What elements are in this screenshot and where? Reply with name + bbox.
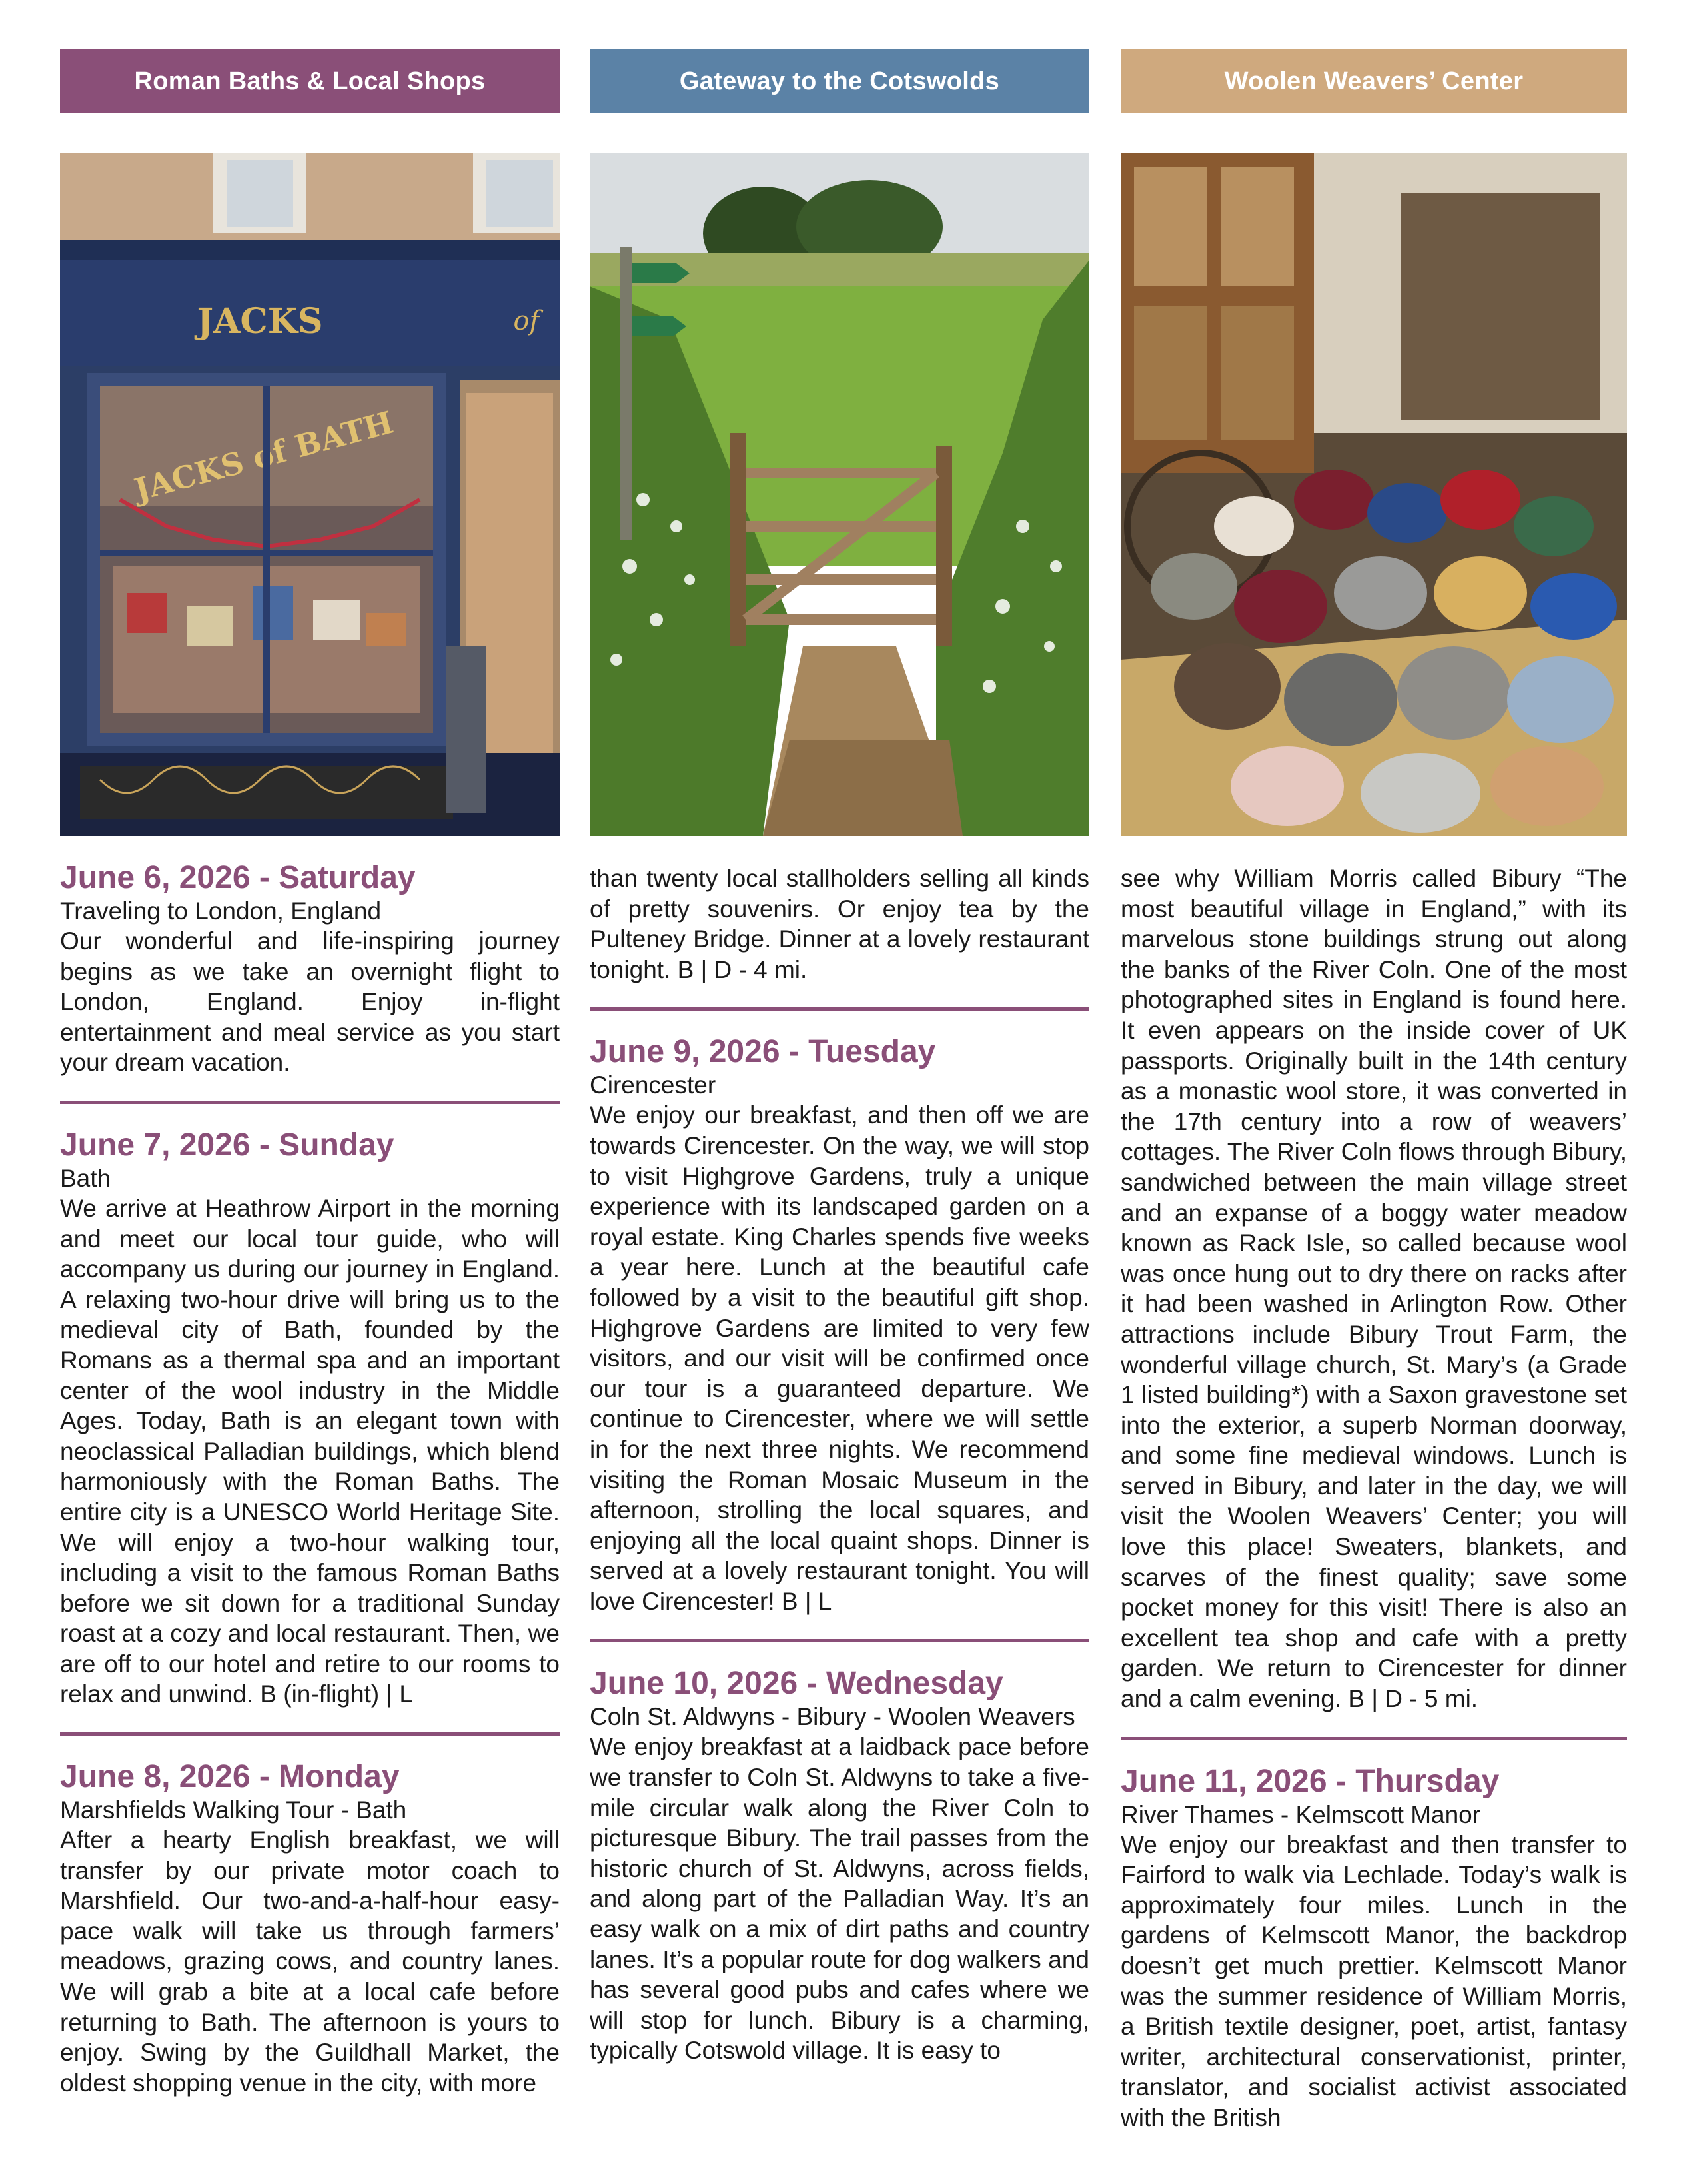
shopfront-illustration	[60, 153, 560, 836]
shop-sign: JACKS	[197, 301, 323, 342]
day-location: Cirencester	[590, 1071, 716, 1099]
day-june-10-continued	[1121, 863, 1627, 1714]
day-location: Traveling to London, England	[60, 897, 382, 925]
day-title: June 10, 2026 - Wednesday	[590, 1666, 1003, 1702]
day-june-6	[60, 859, 560, 1078]
day-location: Coln St. Aldwyns - Bibury - Woolen Weavers	[590, 1703, 1075, 1731]
banner-woolen-weavers: Woolen Weavers’ Center	[1121, 49, 1627, 113]
day-description-continued: see why William Morris called Bibury “The most beautiful village in England,” with its marvelous stone buildings strung out along the banks of the River Coln. One of the most photographed sites in England is found here. It even appears on the inside cover of UK passports. Originally built in the 14th century as a monastic wool store, it was converted in the 17th century into a row of weavers’ cottages. The River Coln flows through Bibury, sandwiched between the main village street and an expanse of a boggy water meadow known as Rack Isle, so called because wool was once hung out to dry there on racks after it had been washed in Arlington Row. Other attractions include Bibury Trout Farm, the wonderful village church, St. Mary’s (a Grade 1 listed building*) with a Saxon gravestone set into the exterior, a superb Norman doorway, and some fine medieval windows. Lunch is served in Bibury, and later in the day, we will visit the Woolen Weavers’ Center; you will love this place! Sweaters, blankets, and scarves of the finest quality; save some pocket money for this visit! There is also an excellent tea shop and cafe with a pretty garden. We return to Cirencester for dinner and a calm evening. B | D - 5 mi.	[1121, 865, 1627, 1713]
day-location: River Thames - Kelmscott Manor	[1121, 1800, 1481, 1828]
day-june-8-continued	[590, 863, 1089, 985]
section-divider	[1121, 1737, 1627, 1740]
day-description: We arrive at Heathrow Airport in the morning and meet our local tour guide, who will accompany us during our journey in England. A relaxing two-hour drive will bring us to the medieval city of Bath, founded by the Romans as a thermal spa and an important center of the wool industry in the Middle Ages. Today, Bath is an elegant town with neoclassical Palladian buildings, which blend harmoniously with the Roman Baths. The entire city is a UNESCO World Heritage Site. We will enjoy a two-hour walking tour, including a visit to the famous Roman Baths before we sit down for a traditional Sunday roast at a cozy and local restaurant. Then, we are off to our hotel and retire to our rooms to relax and unwind. B (in-flight) | L	[60, 1194, 560, 1708]
day-title: June 9, 2026 - Tuesday	[590, 1034, 936, 1070]
day-description: We enjoy breakfast at a laidback pace before we transfer to Coln St. Aldwyns to take a five-mile circular walk along the River Coln to picturesque Bibury. The trail passes from the historic church of St. Aldwyns, across fields, and along part of the Palladian Way. It’s an easy walk on a mix of dirt paths and country lanes. It’s a popular route for dog walkers and has several good pubs and cafes where we will stop for lunch. Bibury is a charming, typically Cotswold village. It is easy to	[590, 1733, 1089, 2065]
day-description: After a hearty English breakfast, we will transfer by our private motor coach to Marshfield. Our two-and-a-half-hour easy-pace walk will take us through farmers’ meadows, grazing cows, and country lanes. We will grab a bite at a local cafe before returning to Bath. The afternoon is yours to enjoy. Swing by the Guildhall Market, the oldest shopping venue in the city, with more	[60, 1826, 560, 2097]
day-location: Marshfields Walking Tour - Bath	[60, 1796, 407, 1824]
day-title: June 8, 2026 - Monday	[60, 1759, 400, 1795]
section-divider	[590, 1639, 1089, 1642]
day-title: June 7, 2026 - Sunday	[60, 1127, 394, 1163]
day-june-10	[590, 1665, 1089, 2066]
countryside-illustration	[590, 153, 1089, 836]
yarn-illustration	[1121, 153, 1627, 836]
banner-roman-baths: Roman Baths & Local Shops	[60, 49, 560, 113]
section-divider	[60, 1101, 560, 1104]
day-title: June 6, 2026 - Saturday	[60, 860, 416, 895]
photo-yarn-basket	[1121, 153, 1627, 836]
day-june-8	[60, 1758, 560, 2098]
day-title: June 11, 2026 - Thursday	[1121, 1763, 1500, 1799]
itinerary-column-3	[1121, 863, 1627, 2133]
day-location: Bath	[60, 1164, 111, 1192]
shop-sign-side: of	[513, 306, 540, 336]
day-description: We enjoy our breakfast and then transfer to Fairford to walk via Lechlade. Today’s walk is approximately four miles. Lunch in the gardens of Kelmscott Manor, the backdrop doesn’t get much prettier. Kelmscott Manor was the summer residence of William Morris, a British textile designer, poet, artist, fantasy writer, architectural conservationist, printer, translator, and socialist activist associated with the British	[1121, 1830, 1627, 2131]
itinerary-column-1	[60, 859, 560, 2098]
day-description-continued: than twenty local stallholders selling all kinds of pretty souvenirs. Or enjoy tea by the Pulteney Bridge. Dinner at a lovely restaurant tonight. B | D - 4 mi.	[590, 865, 1089, 983]
day-june-11	[1121, 1763, 1627, 2133]
section-divider	[590, 1007, 1089, 1011]
day-june-9	[590, 1033, 1089, 1616]
day-description: We enjoy our breakfast, and then off we are towards Cirencester. On the way, we will stop to visit Highgrove Gardens, truly a unique experience with its landscaped garden on a royal estate. King Charles spends five weeks a year here. Lunch at the beautiful cafe followed by a visit to the beautiful gift shop. Highgrove Gardens are limited to very few visitors, and our visit will be confirmed once our tour is a guaranteed departure. We continue to Cirencester, where we will settle in for the next three nights. We recommend visiting the Roman Mosaic Museum in the afternoon, strolling the local squares, and enjoying all the local quaint shops. Dinner is served at a lovely restaurant tonight. You will love Cirencester! B | L	[590, 1101, 1089, 1615]
banner-gateway-cotswolds: Gateway to the Cotswolds	[590, 49, 1089, 113]
photo-jacks-of-bath-shop	[60, 153, 560, 836]
window-lettering: JACKS of BATH	[130, 404, 397, 508]
photo-cotswold-gate	[590, 153, 1089, 836]
day-description: Our wonderful and life-inspiring journey begins as we take an overnight flight to London, England. Enjoy in-flight entertainment and meal service as you start your dream vacation.	[60, 927, 560, 1077]
day-june-7	[60, 1127, 560, 1710]
section-divider	[60, 1732, 560, 1736]
itinerary-column-2	[590, 863, 1089, 2066]
